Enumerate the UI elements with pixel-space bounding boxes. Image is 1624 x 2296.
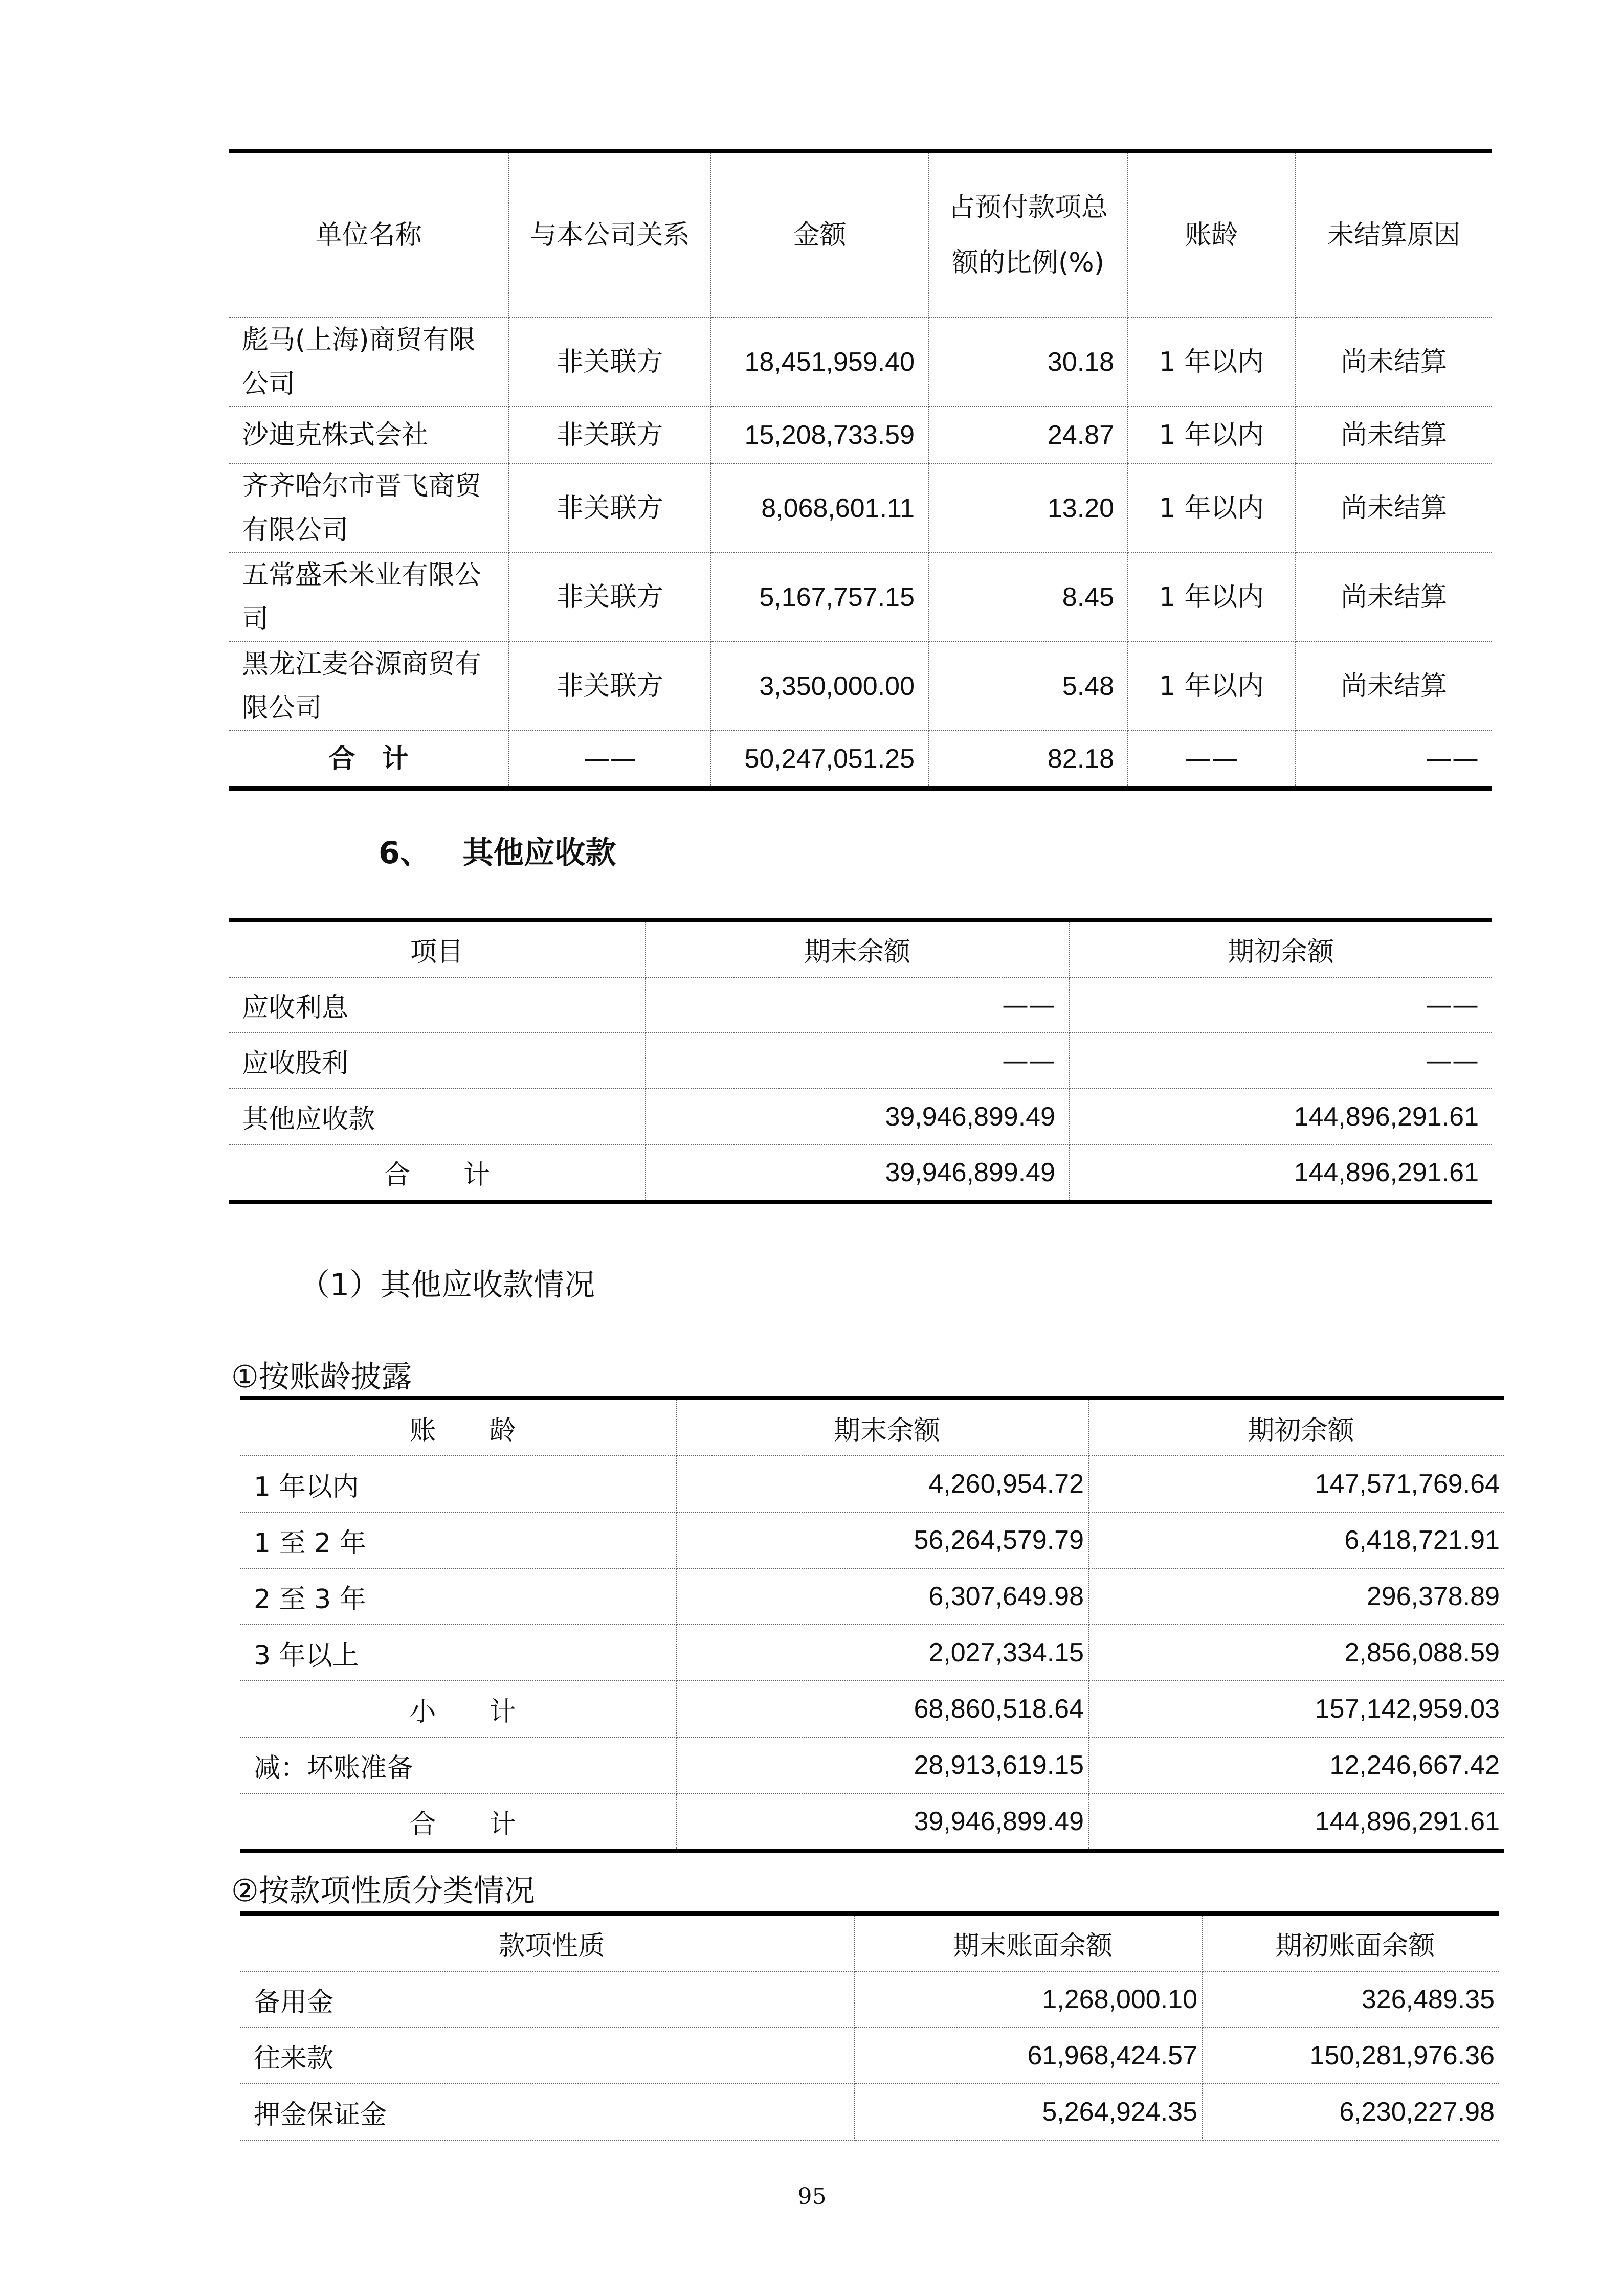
aging-table [240,1396,1504,1853]
age: 1 年以内 [1128,553,1295,642]
begin-balance: 157,142,959.03 [1088,1681,1504,1737]
reason: 尚未结算 [1295,407,1492,464]
col-header-end-book-balance: 期末账面余额 [854,1914,1202,1971]
end-balance: 39,946,899.49 [646,1144,1069,1202]
relation: 非关联方 [509,642,711,731]
age: 1 年以内 [1128,642,1295,731]
table-row [229,1089,1492,1144]
page-number: 95 [797,2184,827,2210]
begin-balance: 326,489.35 [1202,1971,1499,2028]
row-label: 往来款 [240,2028,854,2084]
end-balance: 61,968,424.57 [854,2028,1202,2084]
aging-heading: ①按账龄披露 [231,1359,412,1395]
begin-balance: 6,230,227.98 [1202,2084,1499,2140]
reason: 尚未结算 [1295,642,1492,731]
end-balance: 2,027,334.15 [676,1625,1088,1681]
ratio: 8.45 [928,553,1128,642]
begin-balance: 147,571,769.64 [1088,1456,1504,1512]
section-number: 6、 [379,835,431,871]
col-header-nature: 款项性质 [240,1914,854,1971]
ratio: 5.48 [928,642,1128,731]
row-label: 3 年以上 [240,1625,676,1681]
row-label: 备用金 [240,1971,854,2028]
col-header-reason: 未结算原因 [1295,151,1492,318]
table-row [229,1033,1492,1089]
total-row [229,1144,1492,1202]
table-row [240,2084,1499,2140]
table-row [229,318,1492,407]
amount: 50,247,051.25 [711,731,928,789]
begin-balance: 296,378.89 [1088,1568,1504,1625]
col-header-end-balance: 期末余额 [646,920,1069,977]
table-row [240,1568,1504,1625]
table-row [229,642,1492,731]
begin-balance: 2,856,088.59 [1088,1625,1504,1681]
col-header-begin-balance: 期初余额 [1088,1398,1504,1456]
end-balance: 5,264,924.35 [854,2084,1202,2140]
age: 1 年以内 [1128,407,1295,464]
end-balance: 1,268,000.10 [854,1971,1202,2028]
col-header-aging: 账 龄 [240,1398,676,1456]
row-label: 1 至 2 年 [240,1512,676,1568]
table-row [240,1456,1504,1512]
end-balance: 56,264,579.79 [676,1512,1088,1568]
end-balance: 6,307,649.98 [676,1568,1088,1625]
unit-name: 齐齐哈尔市晋飞商贸有限公司 [229,464,509,553]
table-row [240,1971,1499,2028]
table-row [229,977,1492,1033]
table-header-row [229,151,1492,318]
table-row [240,1625,1504,1681]
row-label: 应收利息 [229,977,646,1033]
relation: 非关联方 [509,407,711,464]
subtotal-row [240,1681,1504,1737]
begin-balance: 144,896,291.61 [1069,1089,1492,1144]
row-label: 2 至 3 年 [240,1568,676,1625]
amount: 18,451,959.40 [711,318,928,407]
end-balance: 68,860,518.64 [676,1681,1088,1737]
row-label: 1 年以内 [240,1456,676,1512]
col-header-begin-book-balance: 期初账面余额 [1202,1914,1499,1971]
relation: 非关联方 [509,553,711,642]
col-header-begin-balance: 期初余额 [1069,920,1492,977]
ratio: 13.20 [928,464,1128,553]
amount: 3,350,000.00 [711,642,928,731]
end-balance: 28,913,619.15 [676,1737,1088,1793]
begin-balance: —— [1069,977,1492,1033]
amount: 8,068,601.11 [711,464,928,553]
begin-balance: 144,896,291.61 [1088,1793,1504,1851]
table-header-row [240,1398,1504,1456]
end-balance: 4,260,954.72 [676,1456,1088,1512]
total-row [240,1793,1504,1851]
nature-table [240,1911,1499,2141]
total-label: 合 计 [229,1144,646,1202]
col-header-relation: 与本公司关系 [509,151,711,318]
table-row [240,1737,1504,1793]
age: 1 年以内 [1128,318,1295,407]
row-label: 押金保证金 [240,2084,854,2140]
total-label: 合 计 [240,1793,676,1851]
begin-balance: 150,281,976.36 [1202,2028,1499,2084]
begin-balance: —— [1069,1033,1492,1089]
row-label: 应收股利 [229,1033,646,1089]
table-row [240,1512,1504,1568]
ratio: 82.18 [928,731,1128,789]
age: 1 年以内 [1128,464,1295,553]
section-heading [379,828,616,872]
other-receivables-summary-table [229,918,1492,1204]
amount: 15,208,733.59 [711,407,928,464]
row-label: 其他应收款 [229,1089,646,1144]
reason: 尚未结算 [1295,553,1492,642]
col-header-amount: 金额 [711,151,928,318]
subsection-heading: （1）其他应收款情况 [299,1267,595,1303]
reason: 尚未结算 [1295,464,1492,553]
reason: 尚未结算 [1295,318,1492,407]
total-row [229,731,1492,789]
unit-name: 彪马(上海)商贸有限公司 [229,318,509,407]
prepayment-top-table [229,149,1492,791]
table-row [229,464,1492,553]
row-label: 减：坏账准备 [240,1737,676,1793]
col-header-age: 账龄 [1128,151,1295,318]
begin-balance: 144,896,291.61 [1069,1144,1492,1202]
begin-balance: 12,246,667.42 [1088,1737,1504,1793]
table-header-row [229,920,1492,977]
relation: 非关联方 [509,318,711,407]
section-title: 其他应收款 [462,835,616,871]
total-label: 合 计 [229,731,509,789]
reason: —— [1295,731,1492,789]
unit-name: 黑龙江麦谷源商贸有限公司 [229,642,509,731]
ratio: 24.87 [928,407,1128,464]
table-row [240,2028,1499,2084]
table-header-row [240,1914,1499,1971]
col-header-unit-name: 单位名称 [229,151,509,318]
amount: 5,167,757.15 [711,553,928,642]
relation: —— [509,731,711,789]
age: —— [1128,731,1295,789]
end-balance: 39,946,899.49 [646,1089,1069,1144]
unit-name: 五常盛禾米业有限公司 [229,553,509,642]
end-balance: —— [646,1033,1069,1089]
subtotal-label: 小 计 [240,1681,676,1737]
col-header-item: 项目 [229,920,646,977]
table-row [229,407,1492,464]
table-row [229,553,1492,642]
nature-heading: ②按款项性质分类情况 [231,1873,535,1909]
col-header-end-balance: 期末余额 [676,1398,1088,1456]
end-balance: —— [646,977,1069,1033]
col-header-ratio: 占预付款项总额的比例(%) [928,151,1128,318]
relation: 非关联方 [509,464,711,553]
unit-name: 沙迪克株式会社 [229,407,509,464]
begin-balance: 6,418,721.91 [1088,1512,1504,1568]
end-balance: 39,946,899.49 [676,1793,1088,1851]
ratio: 30.18 [928,318,1128,407]
